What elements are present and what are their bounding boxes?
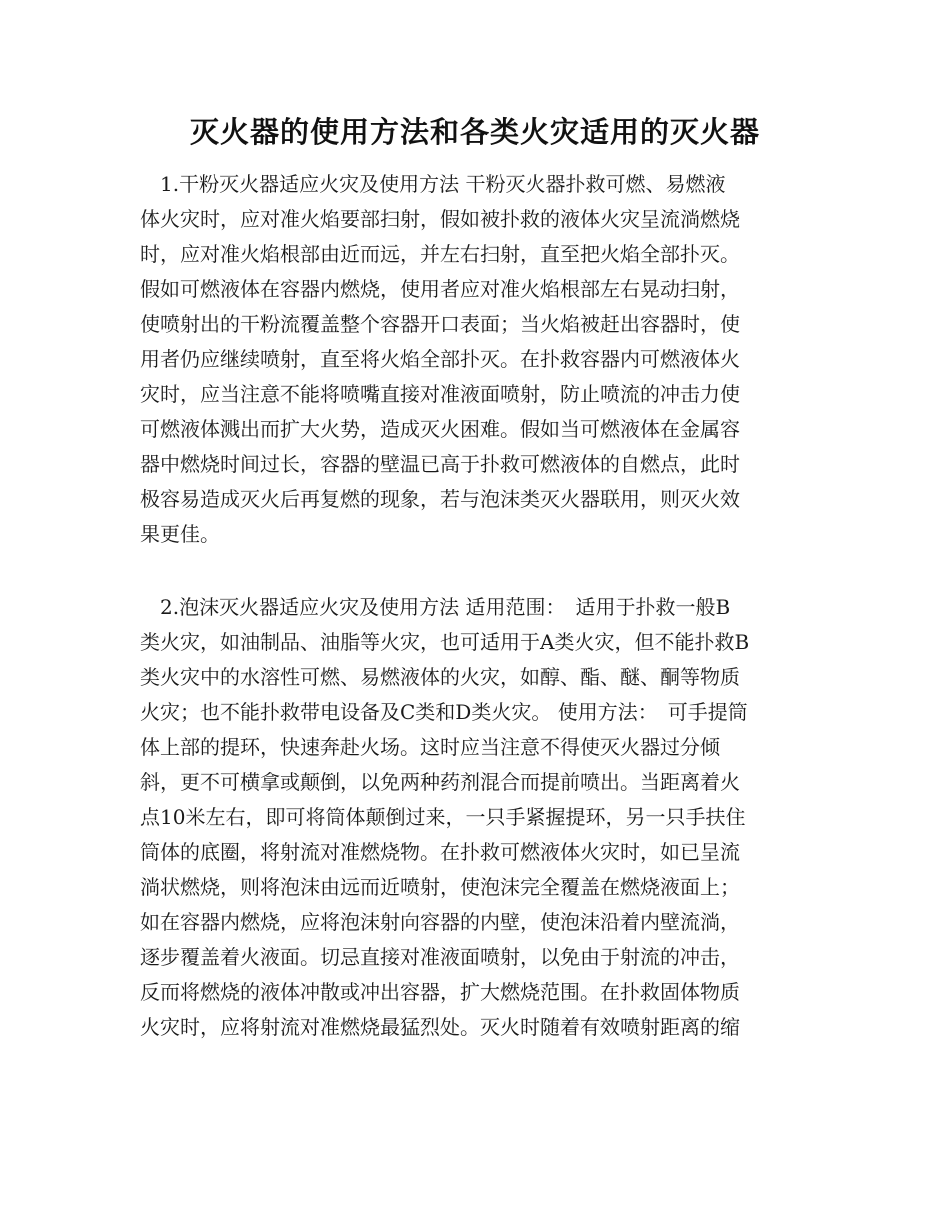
paragraph-2-line: 类火灾中的水溶性可燃、易燃液体的火灾，如醇、酯、醚、酮等物质 (140, 665, 740, 689)
paragraph-2-line: 火灾时，应将射流对准燃烧最猛烈处。灭火时随着有效喷射距离的缩 (140, 1015, 740, 1039)
paragraph-2-line: 反而将燃烧的液体冲散或冲出容器，扩大燃烧范围。在扑救固体物质 (140, 980, 740, 1004)
paragraph-1-line: 可燃液体溅出而扩大火势，造成灭火困难。假如当可燃液体在金属容 (140, 417, 740, 441)
paragraph-1-line: 时，应对准火焰根部由近而远，并左右扫射，直至把火焰全部扑灭。 (140, 242, 740, 266)
document-title: 灭火器的使用方法和各类火灾适用的灭火器 (189, 115, 760, 149)
paragraph-1-line: 用者仍应继续喷射，直至将火焰全部扑灭。在扑救容器内可燃液体火 (140, 347, 740, 371)
paragraph-2-line: 点10米左右，即可将筒体颠倒过来，一只手紧握提环，另一只手扶住 (140, 805, 746, 829)
paragraph-2-line: 如在容器内燃烧，应将泡沫射向容器的内壁，使泡沫沿着内壁流淌， (140, 910, 740, 934)
paragraph-1-line: 假如可燃液体在容器内燃烧，使用者应对准火焰根部左右晃动扫射， (140, 277, 740, 301)
paragraph-1-line: 器中燃烧时间过长，容器的壁温已高于扑救可燃液体的自燃点，此时 (140, 452, 740, 476)
paragraph-1-line: 极容易造成灭火后再复燃的现象，若与泡沫类灭火器联用，则灭火效 (140, 487, 740, 511)
paragraph-1-line: 体火灾时，应对准火焰要部扫射，假如被扑救的液体火灾呈流淌燃烧 (140, 207, 740, 231)
paragraph-2-line: 体上部的提环，快速奔赴火场。这时应当注意不得使灭火器过分倾 (140, 735, 720, 759)
paragraph-2-line: 筒体的底圈，将射流对准燃烧物。在扑救可燃液体火灾时，如已呈流 (140, 840, 740, 864)
paragraph-1-line: 使喷射出的干粉流覆盖整个容器开口表面；当火焰被赶出容器时，使 (140, 312, 740, 336)
paragraph-2-line: 类火灾，如油制品、油脂等火灾，也可适用于A类火灾，但不能扑救B (140, 630, 750, 654)
paragraph-2-line: 2.泡沫灭火器适应火灾及使用方法 适用范围： 适用于扑救一般B (140, 595, 731, 619)
paragraph-1-line: 1.干粉灭火器适应火灾及使用方法 干粉灭火器扑救可燃、易燃液 (140, 172, 726, 196)
paragraph-1-line: 灾时，应当注意不能将喷嘴直接对准液面喷射，防止喷流的冲击力使 (140, 382, 740, 406)
paragraph-2-line: 斜，更不可横拿或颠倒，以免两种药剂混合而提前喷出。当距离着火 (140, 770, 740, 794)
paragraph-1-line: 果更佳。 (140, 522, 220, 546)
paragraph-2-line: 火灾；也不能扑救带电设备及C类和D类火灾。 使用方法： 可手提筒 (140, 700, 748, 724)
paragraph-2-line: 逐步覆盖着火液面。切忌直接对准液面喷射，以免由于射流的冲击， (140, 945, 740, 969)
paragraph-2-line: 淌状燃烧，则将泡沫由远而近喷射，使泡沫完全覆盖在燃烧液面上； (140, 875, 740, 899)
